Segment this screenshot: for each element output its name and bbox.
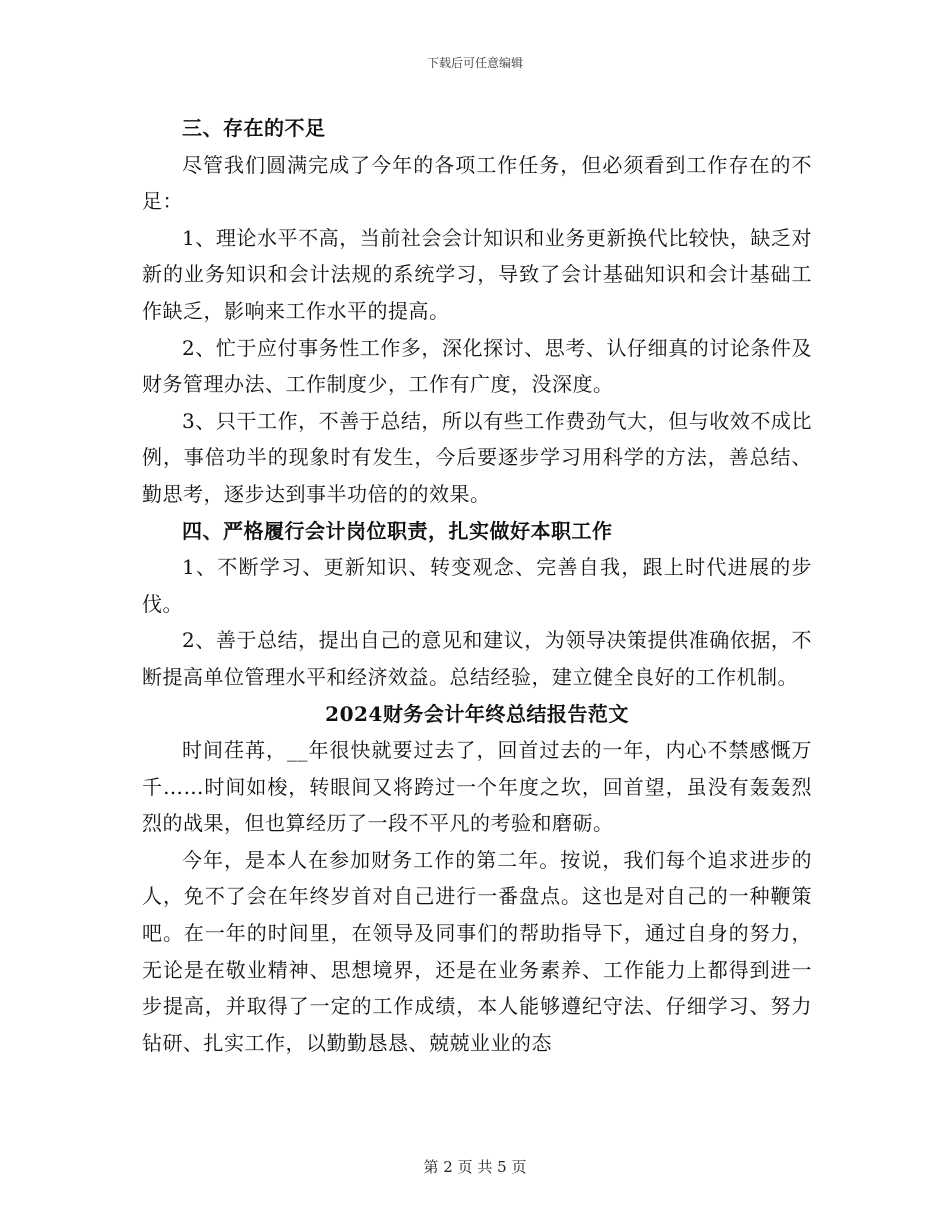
- section-heading-duties: 四、严格履行会计岗位职责，扎实做好本职工作: [182, 518, 613, 543]
- article-paragraph-1: 时间荏苒，__年很快就要过去了，回首过去的一年，内心不禁感慨万千……时间如梭，转眼间又将跨过一个年度之坎，回首望，虽没有轰轰烈烈的战果，但也算经历了一段不平凡的考验和磨砺。: [142, 738, 812, 836]
- deficiency-item-1: 1、理论水平不高，当前社会会计知识和业务更新换代比较快，缺乏对新的业务知识和会计法规的系统学习，导致了会计基础知识和会计基础工作缺乏，影响来工作水平的提高。: [142, 225, 812, 323]
- deficiency-item-3: 3、只干工作，不善于总结，所以有些工作费劲气大，但与收效不成比例，事倍功半的现象时有发生，今后要逐步学习用科学的方法，善总结、勤思考，逐步达到事半功倍的的效果。: [142, 408, 812, 506]
- duty-item-1: 1、不断学习、更新知识、转变观念、完善自我，跟上时代进展的步伐。: [142, 555, 812, 616]
- deficiency-item-2: 2、忙于应付事务性工作多，深化探讨、思考、认仔细真的讨论条件及财务管理办法、工作制度少，工作有广度，没深度。: [142, 335, 812, 397]
- section-heading-deficiencies: 三、存在的不足: [182, 116, 326, 140]
- document-body: [142, 110, 812, 1061]
- article-paragraph-2: 今年，是本人在参加财务工作的第二年。按说，我们每个追求进步的人，免不了会在年终岁首对自己进行一番盘点。这也是对自己的一种鞭策吧。在一年的时间里，在领导及同事们的帮助指导下，通过自身的努力，无论是在敬业精神、思想境界，还是在业务素养、工作能力上都得到进一步提高，并取得了一定的工作成绩，本人能够遵纪守法、仔细学习、努力钻研、扎实工作，以勤勤恳恳、兢兢业业的态: [142, 847, 812, 1055]
- duty-item-2: 2、善于总结，提出自己的意见和建议，为领导决策提供准确依据，不断提高单位管理水平和经济效益。总结经验，建立健全良好的工作机制。: [142, 628, 812, 689]
- page-header-note: 下载后可任意编辑: [426, 56, 523, 70]
- page-footer-number: 第 2 页 共 5 页: [423, 1158, 527, 1176]
- article-title: 2024财务会计年终总结报告范文: [325, 701, 629, 726]
- deficiencies-intro-paragraph: 尽管我们圆满完成了今年的各项工作任务，但必须看到工作存在的不足：: [142, 152, 812, 214]
